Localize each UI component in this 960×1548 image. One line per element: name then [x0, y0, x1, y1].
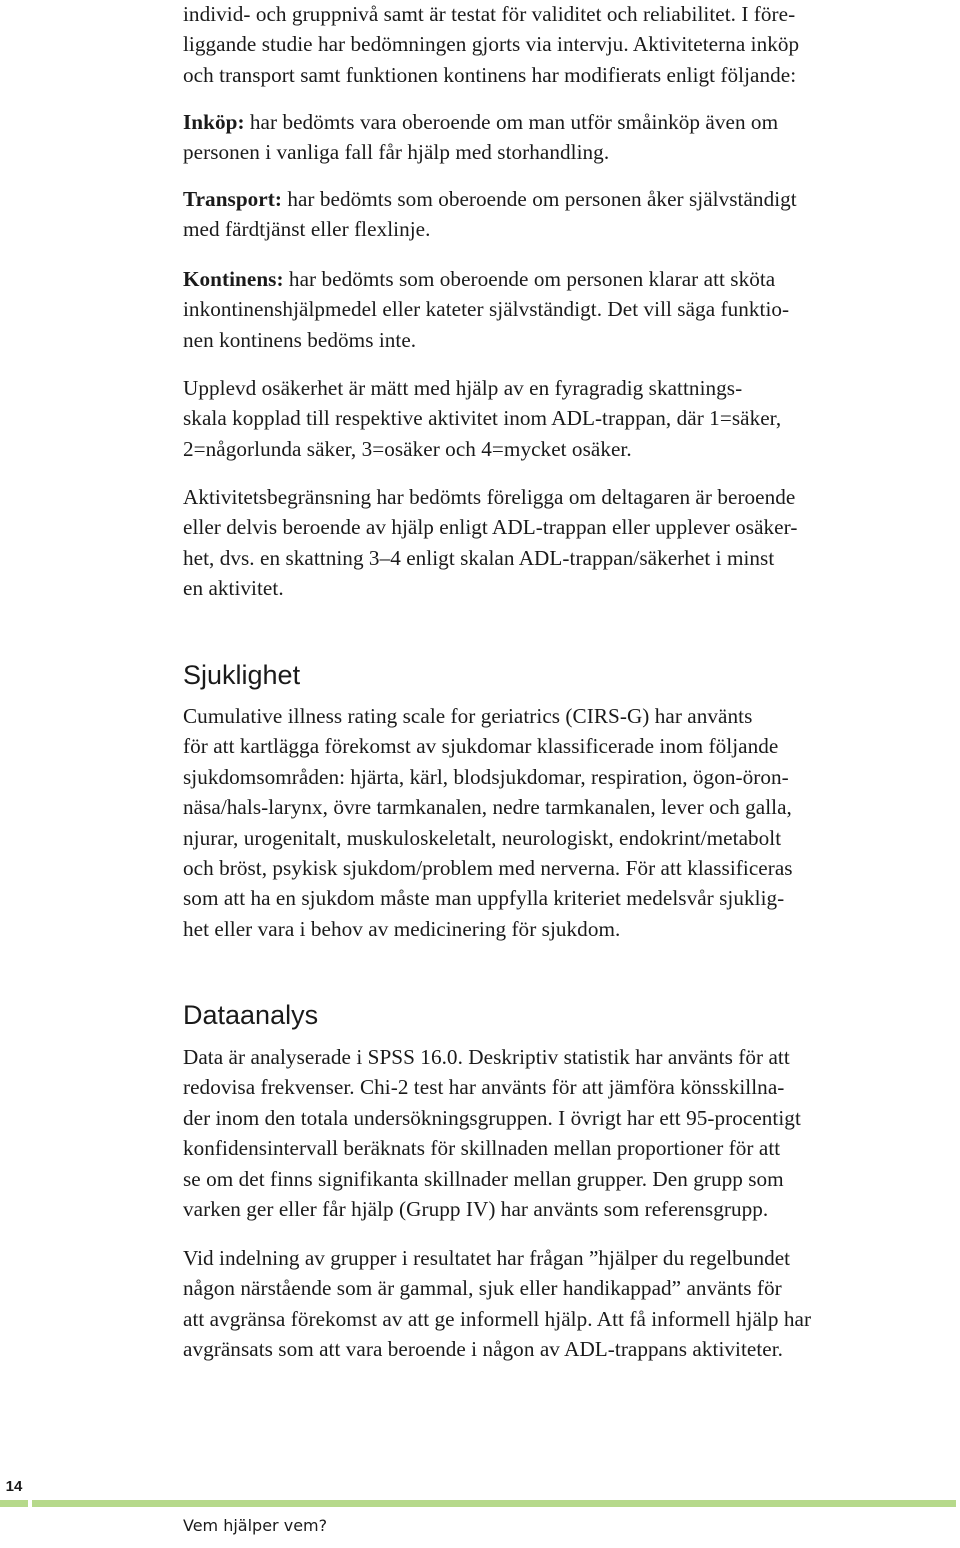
aktivitetsbegransning-paragraph: Aktivitetsbegränsning har bedömts föreligga om deltagaren är beroende eller delvis beroende av hjälp enligt ADL-trappan eller upplever osäker- het, dvs. en skattning 3–4 enligt skalan ADL-trappan/säkerhet i minst en aktivitet. — [183, 485, 798, 601]
kontinens-text: har bedömts som oberoende om personen klarar att sköta inkontinenshjälpmedel eller kateter självständigt. Det vill säga funktio- nen kontinens bedöms inte. — [183, 267, 790, 352]
transport-text: har bedömts som oberoende om personen åker självständigt med färdtjänst eller flexlinje. — [183, 187, 797, 242]
kontinens-label: Kontinens: — [183, 267, 284, 291]
inkop-text: har bedömts vara oberoende om man utför småinköp även om personen i vanliga fall får hjälp med storhandling. — [183, 110, 779, 165]
sjuklighet-paragraph: Cumulative illness rating scale for geriatrics (CIRS-G) har använts för att kartlägga förekomst av sjukdomar klassificerade inom följande sjukdomsområden: hjärta, kärl, blodsjukdomar, respiration, ögon-öron- näsa/hals-larynx, övre tarmkanalen, nedre tarmkanalen, lever och galla, njurar, urogenitalt, muskuloskeletalt, neurologiskt, endokrint/metabolt och bröst, psykisk sjukdom/problem med nerverna. För att klassificeras som att ha en sjukdom måste man uppfylla kriteriet medelsvår sjuklig- het eller vara i behov av medicinering för sjukdom. — [183, 704, 793, 941]
page-number: 14 — [5, 1478, 23, 1495]
section-heading-dataanalys: Dataanalys — [183, 1000, 319, 1030]
dataanalys-paragraph-2: Vid indelning av grupper i resultatet har frågan ”hjälper du regelbundet någon närstående som är gammal, sjuk eller handikappad” använts för att avgränsa förekomst av att ge informell hjälp. Att få informell hjälp har avgränsats som att vara beroende i någon av ADL-trappans aktiviteter. — [183, 1246, 812, 1362]
kontinens-paragraph — [183, 264, 789, 355]
inkop-paragraph — [183, 107, 778, 168]
transport-label: Transport: — [183, 187, 282, 211]
footer-title: Vem hjälper vem? — [183, 1516, 328, 1535]
footer-rule — [32, 1500, 956, 1507]
intro-paragraph: individ- och gruppnivå samt är testat för validitet och reliabilitet. I före- liggande studie har bedömningen gjorts via intervju. Aktiviteterna inköp och transport samt funktionen kontinens har modifierats enligt följande: — [183, 2, 800, 87]
footer-rule-left — [0, 1500, 28, 1507]
section-heading-sjuklighet: Sjuklighet — [183, 660, 301, 690]
dataanalys-paragraph-1: Data är analyserade i SPSS 16.0. Deskriptiv statistik har använts för att redovisa frekvenser. Chi-2 test har använts för att jämföra könsskillna- der inom den totala undersökningsgruppen. I övrigt har ett 95-procentigt konfidensintervall beräknats för skillnaden mellan proportioner för att se om det finns signifikanta skillnader mellan grupper. Den grupp som varken ger eller får hjälp (Grupp IV) har använts som referensgrupp. — [183, 1045, 801, 1222]
transport-paragraph — [183, 184, 797, 245]
upplevd-osakerhet-paragraph: Upplevd osäkerhet är mätt med hjälp av en fyragradig skattnings- skala kopplad till respektive aktivitet inom ADL-trappan, där 1=säker, 2=någorlunda säker, 3=osäker och 4=mycket osäker. — [183, 376, 782, 461]
inkop-label: Inköp: — [183, 110, 245, 134]
